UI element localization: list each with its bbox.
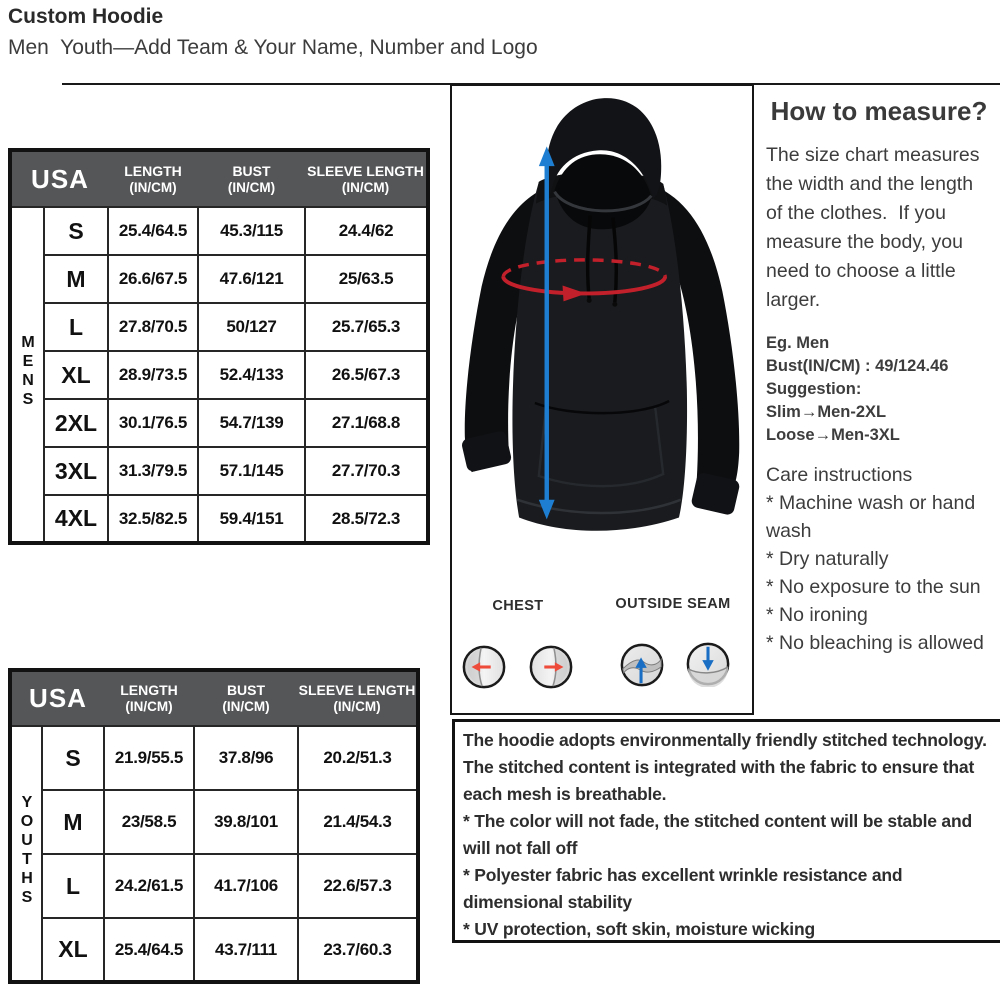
sleeve-cell: 22.6/57.3 (298, 854, 418, 918)
example-line: Slim→Men-2XL (766, 403, 887, 421)
bust-cell: 43.7/111 (194, 918, 298, 982)
col-header-sleeve (298, 670, 418, 726)
col-header-bust (194, 670, 298, 726)
chest-width-left-icon (461, 644, 507, 690)
size-cell: M (44, 255, 108, 303)
table-header-row (10, 670, 418, 726)
measurement-figure-panel (450, 84, 754, 715)
outside-seam-label: OUTSIDE SEAM (615, 596, 731, 612)
how-to-measure-text: The size chart measures the width and the length of the clothes. If you measure the body, you need to choose a little larger. (766, 144, 985, 311)
bust-cell: 54.7/139 (198, 399, 305, 447)
bust-cell: 39.8/101 (194, 790, 298, 854)
length-cell: 28.9/73.5 (108, 351, 198, 399)
drawstring-tip (612, 302, 617, 307)
size-cell: L (44, 303, 108, 351)
col-header-usa: USA (10, 150, 108, 207)
col-header-sleeve-label: SLEEVE LENGTH (298, 682, 416, 698)
table-row (10, 351, 428, 399)
table-row (10, 854, 418, 918)
care-item: * Dry naturally (766, 548, 889, 570)
length-cell: 30.1/76.5 (108, 399, 198, 447)
col-header-sleeve-label: SLEEVE LENGTH (307, 162, 424, 179)
bust-cell: 41.7/106 (194, 854, 298, 918)
sleeve-cell: 27.7/70.3 (305, 447, 428, 495)
table-row (10, 726, 418, 790)
outside-seam-up-icon (619, 642, 665, 688)
sleeve-cell: 28.5/72.3 (305, 495, 428, 543)
size-cell: XL (42, 918, 104, 982)
length-cell: 23/58.5 (104, 790, 194, 854)
table-row (10, 495, 428, 543)
outside-seam-down-icon (685, 641, 731, 687)
bust-cell: 52.4/133 (198, 351, 305, 399)
page-subtitle: Men Youth—Add Team & Your Name, Number and Logo (8, 36, 538, 59)
size-cell: S (44, 207, 108, 255)
size-cell: XL (44, 351, 108, 399)
col-header-sleeve (305, 150, 428, 207)
drawstring-tip (587, 298, 592, 303)
sleeve-cell: 24.4/62 (305, 207, 428, 255)
col-header-sleeve-unit: (IN/CM) (341, 179, 390, 195)
length-cell: 25.4/64.5 (104, 918, 194, 982)
mens-size-table (8, 148, 430, 545)
youths-group-label: YOUTHS (18, 794, 36, 908)
how-to-measure-panel (766, 96, 992, 657)
table-row (10, 207, 428, 255)
sizing-example (766, 332, 992, 447)
size-cell: S (42, 726, 104, 790)
col-header-bust-unit: (IN/CM) (222, 699, 270, 714)
sleeve-cell: 27.1/68.8 (305, 399, 428, 447)
col-header-usa: USA (10, 670, 104, 726)
care-item: * Machine wash or hand wash (766, 492, 976, 542)
table-row (10, 918, 418, 982)
example-line: Loose→Men-3XL (766, 426, 900, 444)
col-header-bust (198, 150, 305, 207)
table-row (10, 447, 428, 495)
bust-cell: 47.6/121 (198, 255, 305, 303)
how-to-measure-heading: How to measure? (770, 96, 988, 126)
col-header-bust-unit: (IN/CM) (227, 179, 276, 195)
col-header-sleeve-unit: (IN/CM) (333, 699, 381, 714)
length-cell: 27.8/70.5 (108, 303, 198, 351)
care-item: * No ironing (766, 604, 868, 626)
product-description-box (452, 719, 1000, 943)
table-header-row (10, 150, 428, 207)
length-cell: 31.3/79.5 (108, 447, 198, 495)
col-header-length-label: LENGTH (124, 162, 182, 179)
chest-width-right-icon (528, 644, 574, 690)
col-header-length-unit: (IN/CM) (125, 699, 173, 714)
col-header-bust-label: BUST (232, 162, 271, 179)
sleeve-cell: 23.7/60.3 (298, 918, 418, 982)
length-cell: 26.6/67.5 (108, 255, 198, 303)
length-cell: 24.2/61.5 (104, 854, 194, 918)
mens-group-label-cell (10, 207, 44, 543)
size-cell: 4XL (44, 495, 108, 543)
care-item: * No exposure to the sun (766, 576, 981, 598)
youths-group-label-cell (10, 726, 42, 982)
table-row (10, 255, 428, 303)
length-cell: 25.4/64.5 (108, 207, 198, 255)
bust-cell: 50/127 (198, 303, 305, 351)
length-cell: 32.5/82.5 (108, 495, 198, 543)
col-header-bust-label: BUST (226, 682, 266, 698)
table-row (10, 399, 428, 447)
care-instructions (766, 461, 992, 657)
size-cell: M (42, 790, 104, 854)
col-header-length-unit: (IN/CM) (129, 179, 177, 195)
example-line: Suggestion: (766, 380, 862, 398)
table-row (10, 790, 418, 854)
bust-cell: 37.8/96 (194, 726, 298, 790)
care-item: * No bleaching is allowed (766, 632, 984, 654)
sleeve-cell: 20.2/51.3 (298, 726, 418, 790)
col-header-length (104, 670, 194, 726)
chest-label: CHEST (492, 598, 544, 614)
description-bullet: * The color will not fade, the stitched content will be stable and will not fall off (463, 811, 972, 858)
table-row (10, 303, 428, 351)
col-header-length (108, 150, 198, 207)
size-cell: L (42, 854, 104, 918)
bust-cell: 45.3/115 (198, 207, 305, 255)
sleeve-cell: 25/63.5 (305, 255, 428, 303)
youths-size-table (8, 668, 420, 984)
bust-cell: 57.1/145 (198, 447, 305, 495)
description-paragraph: The hoodie adopts environmentally friendly stitched technology. The stitched content is integrated with the fabric to ensure that each mesh is breathable. (463, 730, 987, 804)
size-cell: 3XL (44, 447, 108, 495)
description-bullet: * Polyester fabric has excellent wrinkle resistance and dimensional stability (463, 865, 903, 912)
sleeve-cell: 25.7/65.3 (305, 303, 428, 351)
size-cell: 2XL (44, 399, 108, 447)
page-title: Custom Hoodie (8, 5, 164, 28)
care-instructions-heading: Care instructions (766, 464, 913, 486)
bust-cell: 59.4/151 (198, 495, 305, 543)
description-bullet: * UV protection, soft skin, moisture wicking (463, 919, 815, 939)
sleeve-cell: 21.4/54.3 (298, 790, 418, 854)
example-line: Eg. Men (766, 334, 830, 352)
sleeve-cell: 26.5/67.3 (305, 351, 428, 399)
hoodie-product-image (452, 86, 752, 568)
length-cell: 21.9/55.5 (104, 726, 194, 790)
example-line: Bust(IN/CM) : 49/124.46 (766, 357, 949, 375)
col-header-length-label: LENGTH (120, 682, 178, 698)
mens-group-label: MENS (19, 334, 37, 410)
